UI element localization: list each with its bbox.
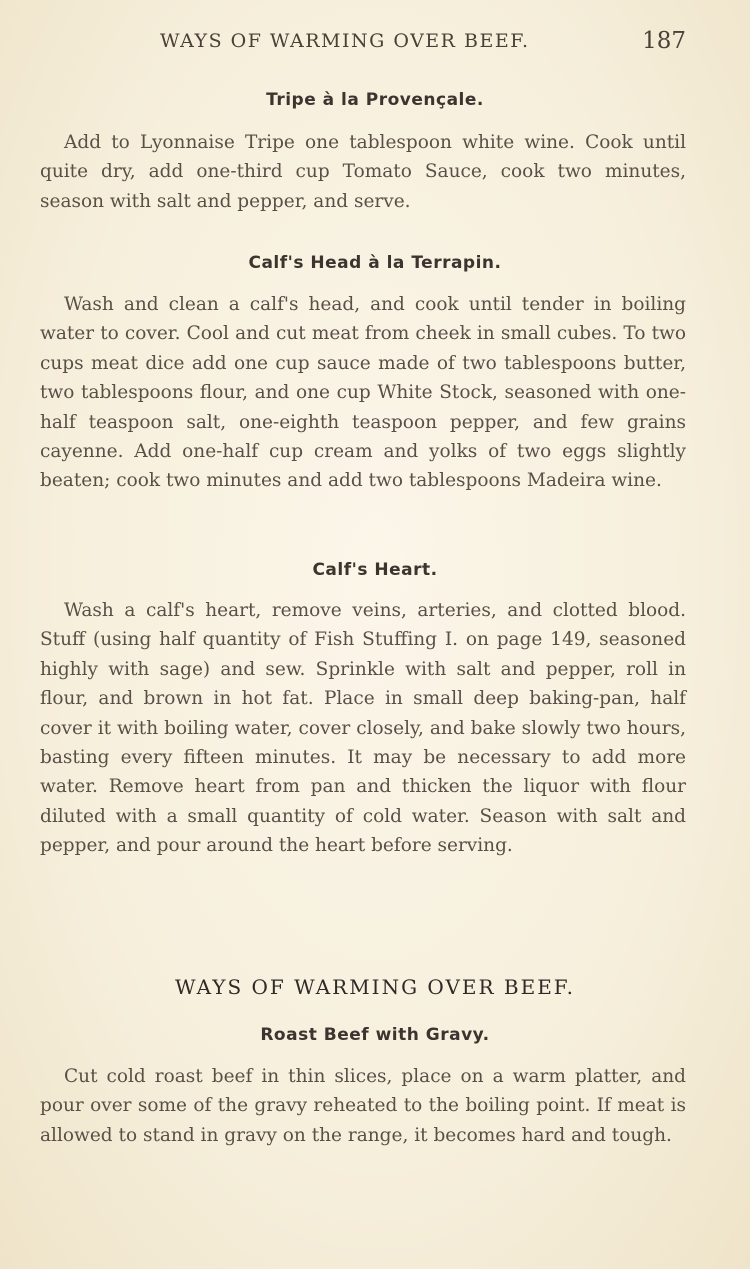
- section-heading: WAYS OF WARMING OVER BEEF.: [175, 975, 575, 999]
- page-number: 187: [642, 28, 686, 54]
- recipe-title-calfs-heart: Calf's Heart.: [312, 560, 438, 580]
- recipe-title-tripe: Tripe à la Provençale.: [266, 90, 484, 110]
- recipe-text-roast-beef: Cut cold roast beef in thin slices, place on a warm platter, and pour over some of the gravy reheated to the boiling point. If meat is allowed to stand in gravy on the range, it becomes hard and tough.: [40, 1066, 686, 1146]
- running-head: [0, 28, 750, 58]
- recipe-title-roast-beef: Roast Beef with Gravy.: [260, 1025, 490, 1045]
- recipe-text-calfs-head: Wash and clean a calf's head, and cook until tender in boiling water to cover. Cool and cut meat from cheek in small cubes. To two cups meat dice add one cup sauce made of two tablespoons butter, two tablespoons flour, and one cup White Stock, seasoned with one-half teaspoon salt, one-eighth teaspoon pepper, and few grains cayenne. Add one-half cup cream and yolks of two eggs slightly beaten; cook two minutes and add two tablespoons Madeira wine.: [40, 294, 686, 492]
- running-title: WAYS OF WARMING OVER BEEF.: [160, 30, 530, 52]
- recipe-title-calfs-head: Calf's Head à la Terrapin.: [248, 253, 502, 273]
- recipe-text-calfs-heart: Wash a calf's heart, remove veins, arteries, and clotted blood. Stuff (using half quantity of Fish Stuffing I. on page 149, seasoned highly with sage) and sew. Sprinkle with salt and pepper, roll in flour, and brown in hot fat. Place in small deep baking-pan, half cover it with boiling water, cover closely, and bake slowly two hours, basting every fifteen minutes. It may be necessary to add more water. Remove heart from pan and thicken the liquor with flour diluted with a small quantity of cold water. Season with salt and pepper, and pour around the heart before serving.: [40, 600, 686, 857]
- recipe-text-tripe: Add to Lyonnaise Tripe one tablespoon white wine. Cook until quite dry, add one-third cup Tomato Sauce, cook two minutes, season with salt and pepper, and serve.: [40, 132, 686, 212]
